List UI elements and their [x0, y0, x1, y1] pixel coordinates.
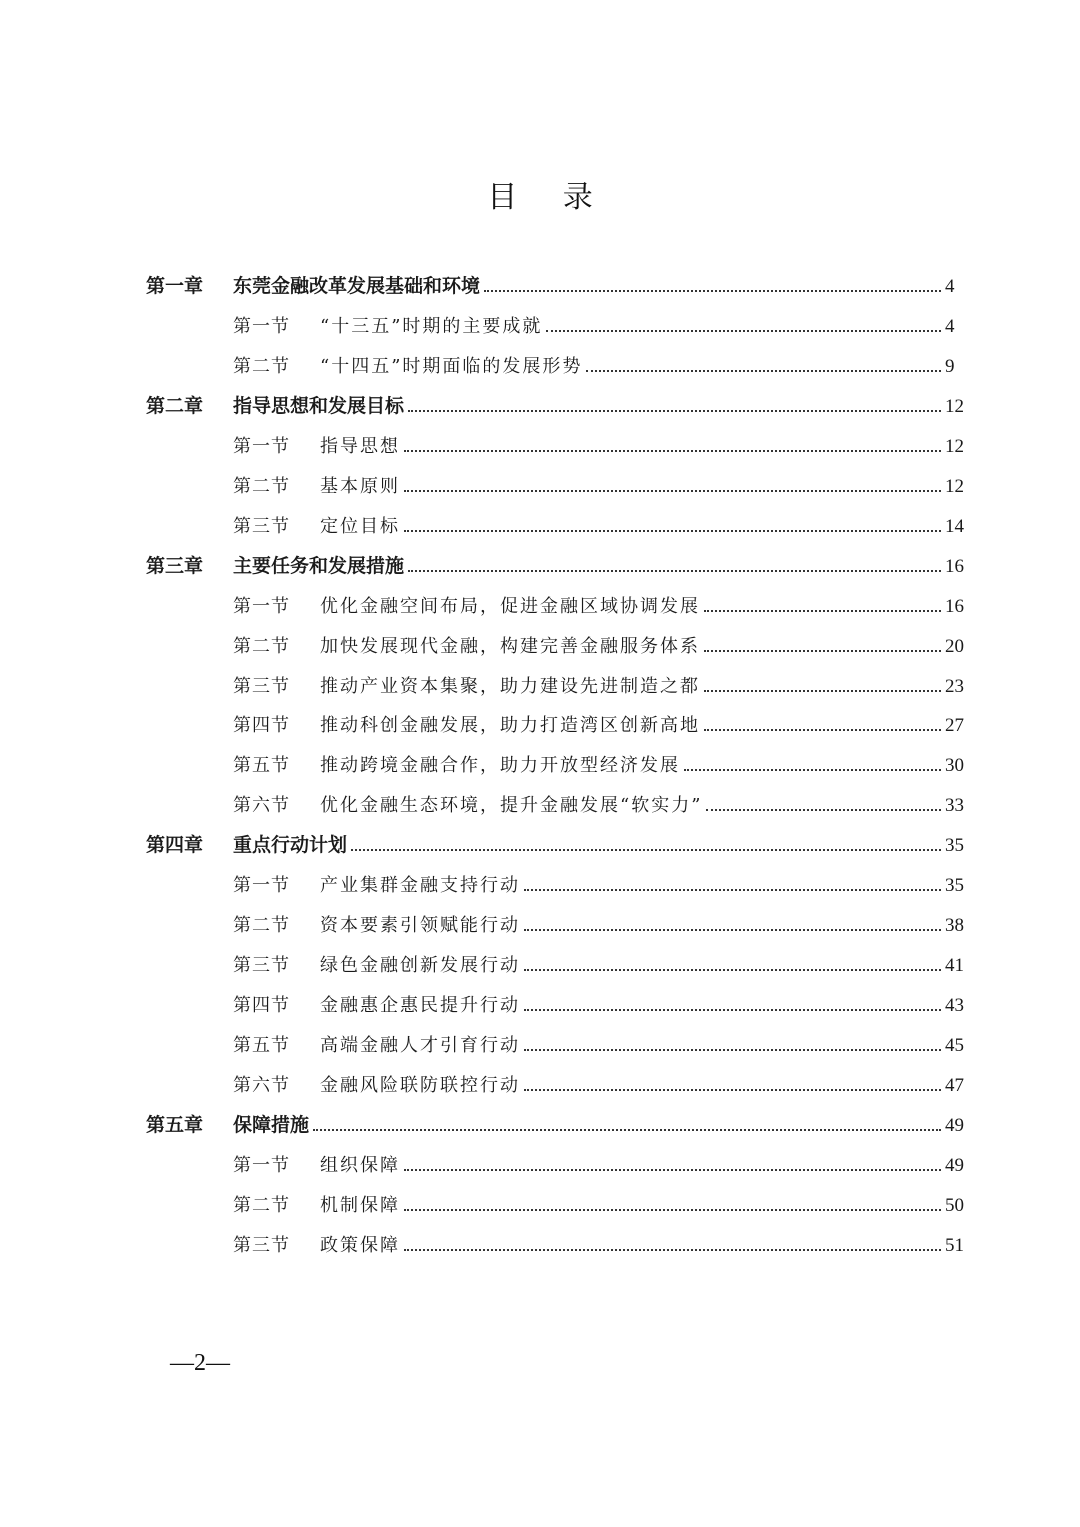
toc-entry-number: 第二节: [233, 475, 290, 497]
toc-chapter-entry[interactable]: [0, 1097, 1080, 1137]
toc-entry-title: 机制保障: [320, 1194, 400, 1216]
toc-page-number: 16: [945, 595, 964, 617]
toc-entry-heading: [0, 432, 400, 458]
toc-page-number: 4: [945, 315, 955, 337]
toc-entry-number: 第二节: [233, 635, 290, 657]
toc-entry-number: 第四节: [233, 995, 290, 1017]
dot-leader: [524, 928, 941, 931]
toc-entry-title: 重点行动计划: [233, 834, 348, 857]
toc-entry-title: 推动科创金融发展，助力打造湾区创新高地: [320, 715, 700, 737]
toc-page-number: 50: [945, 1194, 964, 1216]
toc-entry-number: 第四节: [233, 715, 290, 737]
toc-entry-title: “十四五”时期面临的发展形势: [320, 355, 583, 377]
toc-entry-number: 第四章: [146, 834, 204, 857]
dot-leader: [684, 768, 941, 771]
toc-section-entry[interactable]: [0, 658, 1080, 698]
toc-entry-number: 第二节: [233, 1194, 290, 1216]
toc-page-number: 30: [945, 755, 964, 777]
toc-entry-heading: [0, 391, 404, 418]
toc-entry-title: 金融风险联防联控行动: [320, 1075, 520, 1096]
toc-section-entry[interactable]: [0, 697, 1080, 737]
toc-entry-heading: [0, 830, 347, 857]
toc-page-number: 27: [945, 715, 964, 737]
toc-entry-title: 加快发展现代金融，构建完善金融服务体系: [320, 635, 700, 657]
toc-section-entry[interactable]: [0, 977, 1080, 1017]
toc-section-entry[interactable]: [0, 1177, 1080, 1217]
toc-entry-number: 第二节: [233, 915, 290, 937]
dot-leader: [404, 1168, 941, 1171]
toc-entry-title: 推动跨境金融合作，助力开放型经济发展: [320, 755, 680, 777]
toc-entry-heading: [0, 791, 702, 817]
toc-entry-number: 第三节: [233, 515, 290, 537]
toc-entry-title: 绿色金融创新发展行动: [320, 955, 520, 977]
dot-leader: [351, 848, 941, 851]
toc-page-number: 51: [945, 1234, 964, 1256]
toc-page-number: 35: [945, 835, 964, 857]
toc-entry-number: 第一章: [146, 275, 204, 297]
toc-section-entry[interactable]: [0, 498, 1080, 538]
toc-section-entry[interactable]: [0, 897, 1080, 937]
toc-page-number: 41: [945, 955, 964, 977]
toc-chapter-entry[interactable]: [0, 258, 1080, 298]
toc-entry-heading: [0, 751, 680, 777]
dot-leader: [704, 649, 941, 652]
toc-entry-number: 第一节: [233, 435, 290, 457]
toc-section-entry[interactable]: [0, 1017, 1080, 1057]
toc-page-number: 9: [945, 355, 955, 377]
toc-entry-number: 第三章: [146, 554, 204, 577]
toc-page-number: 4: [945, 276, 955, 297]
dot-leader: [404, 1248, 941, 1251]
toc-section-entry[interactable]: [0, 458, 1080, 498]
toc-entry-heading: [0, 632, 700, 658]
toc-entry-title: 保障措施: [233, 1113, 310, 1136]
toc-section-entry[interactable]: [0, 1057, 1080, 1097]
toc-section-entry[interactable]: [0, 1137, 1080, 1177]
toc-entry-number: 第五章: [146, 1113, 204, 1136]
toc-entry-title: 指导思想和发展目标: [233, 394, 405, 417]
toc-section-entry[interactable]: [0, 1217, 1080, 1257]
toc-section-entry[interactable]: [0, 298, 1080, 338]
toc-entry-title: 东莞金融改革发展基础和环境: [233, 275, 481, 297]
toc-entry-title: 优化金融空间布局，促进金融区域协调发展: [320, 595, 700, 617]
toc-chapter-entry[interactable]: [0, 817, 1080, 857]
toc-entry-number: 第一节: [233, 1154, 290, 1176]
toc-entry-heading: [0, 871, 520, 897]
toc-entry-number: 第一节: [233, 595, 290, 617]
toc-entry-number: 第六节: [233, 795, 290, 817]
dot-leader: [524, 968, 941, 971]
toc-page-number: 20: [945, 635, 964, 657]
toc-page-number: 49: [945, 1154, 964, 1176]
dot-leader: [704, 728, 941, 731]
toc-page-number: 12: [945, 435, 964, 457]
dot-leader: [524, 1008, 941, 1011]
toc-chapter-entry[interactable]: [0, 538, 1080, 578]
toc-entry-number: 第三节: [233, 1234, 290, 1256]
toc-entry-title: 推动产业资本集聚，助力建设先进制造之都: [320, 675, 700, 697]
toc-entry-heading: [0, 271, 480, 298]
toc-page-number: 23: [945, 675, 964, 697]
toc-entry-heading: [0, 951, 520, 977]
dot-leader: [404, 529, 941, 532]
dot-leader: [404, 1208, 941, 1211]
toc-page-number: 38: [945, 915, 964, 937]
toc-entry-number: 第五节: [233, 755, 290, 777]
toc-entry-title: 资本要素引领赋能行动: [320, 915, 520, 937]
toc-entry-title: 高端金融人才引育行动: [320, 1035, 520, 1057]
toc-entry-title: 组织保障: [320, 1154, 400, 1176]
toc-entry-heading: [0, 1031, 520, 1057]
toc-entry-title: 定位目标: [320, 515, 400, 537]
toc-entry-heading: [0, 352, 582, 378]
dot-leader: [586, 369, 941, 372]
dot-leader: [408, 409, 941, 412]
toc-entry-title: 政策保障: [320, 1234, 400, 1256]
toc-page-number: 33: [945, 795, 964, 817]
toc-entry-title: 指导思想: [320, 435, 400, 457]
dot-leader: [704, 689, 941, 692]
toc-entry-heading: [0, 312, 542, 338]
toc-entry-number: 第三节: [233, 955, 290, 977]
dot-leader: [524, 888, 941, 891]
toc-entry-heading: [0, 1191, 400, 1217]
toc-section-entry[interactable]: [0, 857, 1080, 897]
toc-entry-number: 第五节: [233, 1035, 290, 1057]
toc-section-entry[interactable]: [0, 578, 1080, 618]
toc-entry-heading: [0, 991, 520, 1017]
toc-entry-number: 第一节: [233, 875, 290, 897]
toc-entry-number: 第二节: [233, 355, 290, 377]
dot-leader: [404, 489, 941, 492]
toc-entry-number: 第二章: [146, 394, 204, 417]
toc-entry-heading: [0, 911, 520, 937]
dot-leader: [524, 1088, 941, 1091]
toc-page-number: 12: [945, 395, 964, 417]
toc-entry-number: 第一节: [233, 315, 290, 337]
toc-entry-heading: [0, 711, 700, 737]
toc-section-entry[interactable]: [0, 618, 1080, 658]
toc-entry-title: 金融惠企惠民提升行动: [320, 995, 520, 1017]
toc-entry-heading: [0, 472, 400, 498]
toc-page-number: 12: [945, 475, 964, 497]
toc-entry-heading: [0, 1231, 400, 1257]
toc-page-number: 45: [945, 1035, 964, 1057]
page-number: —2—: [170, 1350, 230, 1376]
toc-page-number: 47: [945, 1075, 964, 1096]
dot-leader: [484, 289, 941, 292]
toc-page-number: 14: [945, 515, 964, 537]
dot-leader: [313, 1128, 941, 1131]
toc-section-entry[interactable]: [0, 338, 1080, 378]
dot-leader: [704, 609, 941, 612]
toc-entry-heading: [0, 592, 700, 618]
dot-leader: [706, 808, 941, 811]
toc-page-number: 35: [945, 875, 964, 897]
toc-section-entry[interactable]: [0, 737, 1080, 777]
dot-leader: [524, 1048, 941, 1051]
toc-page-number: 16: [945, 555, 964, 577]
toc-chapter-entry[interactable]: [0, 378, 1080, 418]
toc-entry-number: 第三节: [233, 675, 290, 697]
toc-entry-heading: [0, 1110, 309, 1137]
toc-entry-heading: [0, 1151, 400, 1177]
toc-entry-heading: [0, 672, 700, 698]
toc-entry-heading: [0, 1071, 520, 1097]
toc-title: 目 录: [487, 180, 611, 215]
toc-entry-heading: [0, 512, 400, 538]
toc-entry-number: 第六节: [233, 1075, 290, 1096]
toc-page-number: 43: [945, 995, 964, 1017]
toc-section-entry[interactable]: [0, 418, 1080, 458]
toc-entry-heading: [0, 551, 404, 578]
dot-leader: [408, 569, 941, 572]
toc-entry-title: 主要任务和发展措施: [233, 554, 405, 577]
dot-leader: [546, 329, 941, 332]
toc-entry-title: 基本原则: [320, 475, 400, 497]
dot-leader: [404, 449, 941, 452]
toc-entry-title: “十三五”时期的主要成就: [320, 315, 543, 337]
toc-section-entry[interactable]: [0, 777, 1080, 817]
toc-page-number: 49: [945, 1114, 964, 1136]
toc-entry-title: 产业集群金融支持行动: [320, 875, 520, 897]
toc-section-entry[interactable]: [0, 937, 1080, 977]
toc-entry-title: 优化金融生态环境，提升金融发展“软实力”: [320, 795, 703, 817]
